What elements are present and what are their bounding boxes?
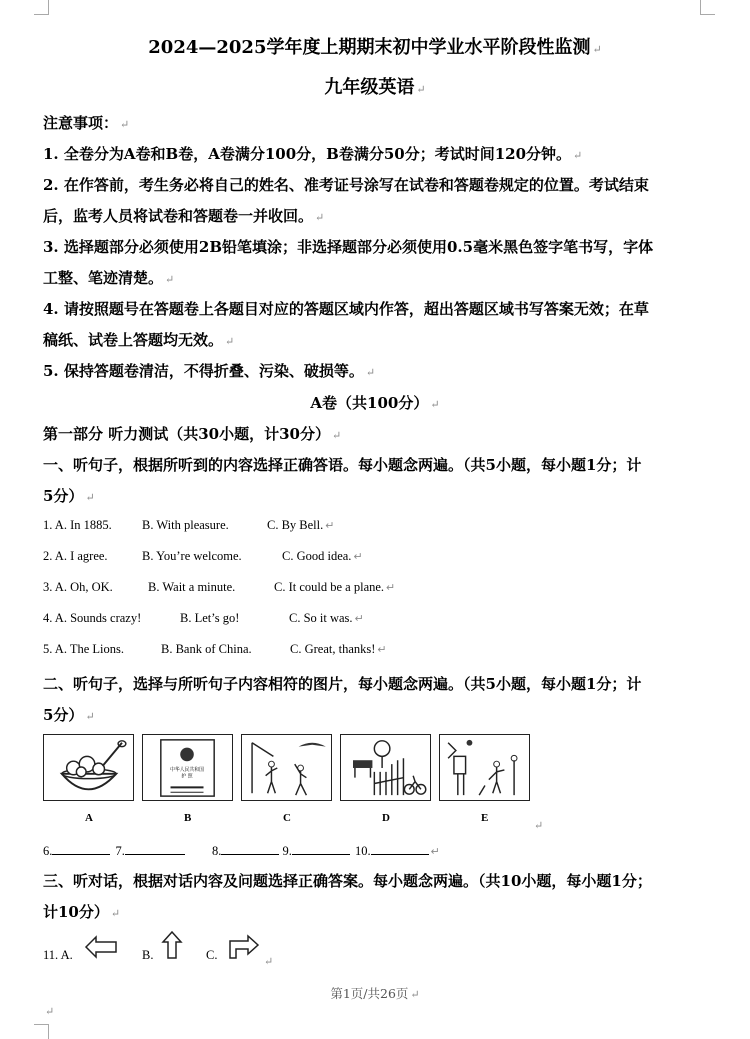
picture-c-people-flying xyxy=(241,734,332,801)
park-scene-image xyxy=(341,735,430,800)
arrow-left-icon xyxy=(84,934,118,960)
arrow-turn-right-icon xyxy=(224,934,260,960)
answer-blank[interactable] xyxy=(125,842,185,855)
note-line: 4. 请按照题号在答题卷上各题目对应的答题区域内作答，超出答题区域书写答案无效；在草 xyxy=(43,300,649,318)
section-one-instruction: 5分） ↵ xyxy=(43,487,95,505)
page-corner-mark xyxy=(34,1024,49,1039)
question-row: 2. A. I agree. B. You’re welcome. C. Good idea. ↵ xyxy=(43,549,363,563)
page-title xyxy=(0,33,750,59)
page-footer: 第1页/共26页 ↵ xyxy=(330,986,420,1001)
answer-blank[interactable] xyxy=(292,842,350,855)
passport-label-text: 护 照 xyxy=(181,773,193,780)
arrow-up-icon xyxy=(161,930,183,960)
street-scene-image xyxy=(440,735,529,800)
picture-label: E xyxy=(481,812,489,824)
question-row: 1. A. In 1885. B. With pleasure. C. By Bell. ↵ xyxy=(43,518,335,532)
note-line: 稿纸、试卷上答题均无效。 ↵ xyxy=(43,331,235,349)
paragraph-mark: ↵ xyxy=(592,43,602,56)
part-one-heading: 第一部分 听力测试（共30小题，计30分） ↵ xyxy=(43,425,342,443)
section-two-instruction: 5分） ↵ xyxy=(43,706,95,724)
page-number: 第1页/共26页 xyxy=(330,986,409,1001)
answer-blank[interactable] xyxy=(371,842,429,855)
question-row: 4. A. Sounds crazy! B. Let’s go! C. So it was. ↵ xyxy=(43,611,364,625)
answer-blanks-row: 6. 7. 8. 9. 10. ↵ xyxy=(43,844,440,858)
title-text: 2024—2025学年度上期期末初中学业水平阶段性监测 xyxy=(148,37,591,58)
question-11-label-c: C. xyxy=(206,948,218,962)
passport-country-text: 中华人民共和国 xyxy=(170,766,204,773)
question-row: 3. A. Oh, OK. B. Wait a minute. C. It could be a plane. ↵ xyxy=(43,580,396,594)
subtitle-text: 九年级英语 xyxy=(324,77,415,98)
picture-label: A xyxy=(85,812,93,824)
paragraph-mark: ↵ xyxy=(45,1005,55,1018)
note-line: 5. 保持答题卷清洁，不得折叠、污染、破损等。 ↵ xyxy=(43,362,376,380)
note-line: 1. 全卷分为A卷和B卷，A卷满分100分，B卷满分50分；考试时间120分钟。 ↵ xyxy=(43,145,583,163)
section-three-instruction: 三、听对话，根据对话内容及问题选择正确答案。每小题念两遍。（共10小题，每小题1分； xyxy=(43,872,652,890)
note-line: 2. 在作答前，考生务必将自己的姓名、准考证号涂写在试卷和答题卷规定的位置。考试结束 xyxy=(43,176,649,194)
notes-heading: 注意事项： ↵ xyxy=(43,114,130,132)
note-line: 后，监考人员将试卷和答题卷一并收回。 ↵ xyxy=(43,207,325,225)
page-subtitle: 九年级英语 ↵ xyxy=(324,77,426,98)
section-one-instruction: 一、听句子，根据所听到的内容选择正确答语。每小题念两遍。（共5小题，每小题1分；计 xyxy=(43,456,642,474)
paper-a-heading: A卷（共100分） ↵ xyxy=(310,394,440,412)
paragraph-mark: ↵ xyxy=(534,819,544,832)
question-11-label-b: B. xyxy=(142,948,154,962)
section-three-instruction: 计10分） ↵ xyxy=(43,903,121,921)
picture-e-street xyxy=(439,734,530,801)
answer-blank[interactable] xyxy=(52,842,110,855)
note-line: 工整、笔迹清楚。 ↵ xyxy=(43,269,175,287)
passport-image xyxy=(143,735,232,800)
bowl-of-dumplings-image xyxy=(44,735,133,800)
question-11-label-a: 11. A. xyxy=(43,948,73,962)
paragraph-mark: ↵ xyxy=(264,955,274,968)
answer-blank[interactable] xyxy=(221,842,279,855)
picture-d-park xyxy=(340,734,431,801)
page-corner-mark xyxy=(34,0,49,15)
note-line: 3. 选择题部分必须使用2B铅笔填涂；非选择题部分必须使用0.5毫米黑色签字笔书写，字体 xyxy=(43,238,654,256)
section-two-instruction: 二、听句子，选择与所听句子内容相符的图片，每小题念两遍。（共5小题，每小题1分；计 xyxy=(43,675,642,693)
people-watching-sky-image xyxy=(242,735,331,800)
picture-label: C xyxy=(283,812,291,824)
page-corner-mark xyxy=(700,0,715,15)
picture-b-passport xyxy=(142,734,233,801)
picture-label: D xyxy=(382,812,390,824)
picture-a-dumplings xyxy=(43,734,134,801)
question-row: 5. A. The Lions. B. Bank of China. C. Great, thanks! ↵ xyxy=(43,642,387,656)
picture-label: B xyxy=(184,812,192,824)
